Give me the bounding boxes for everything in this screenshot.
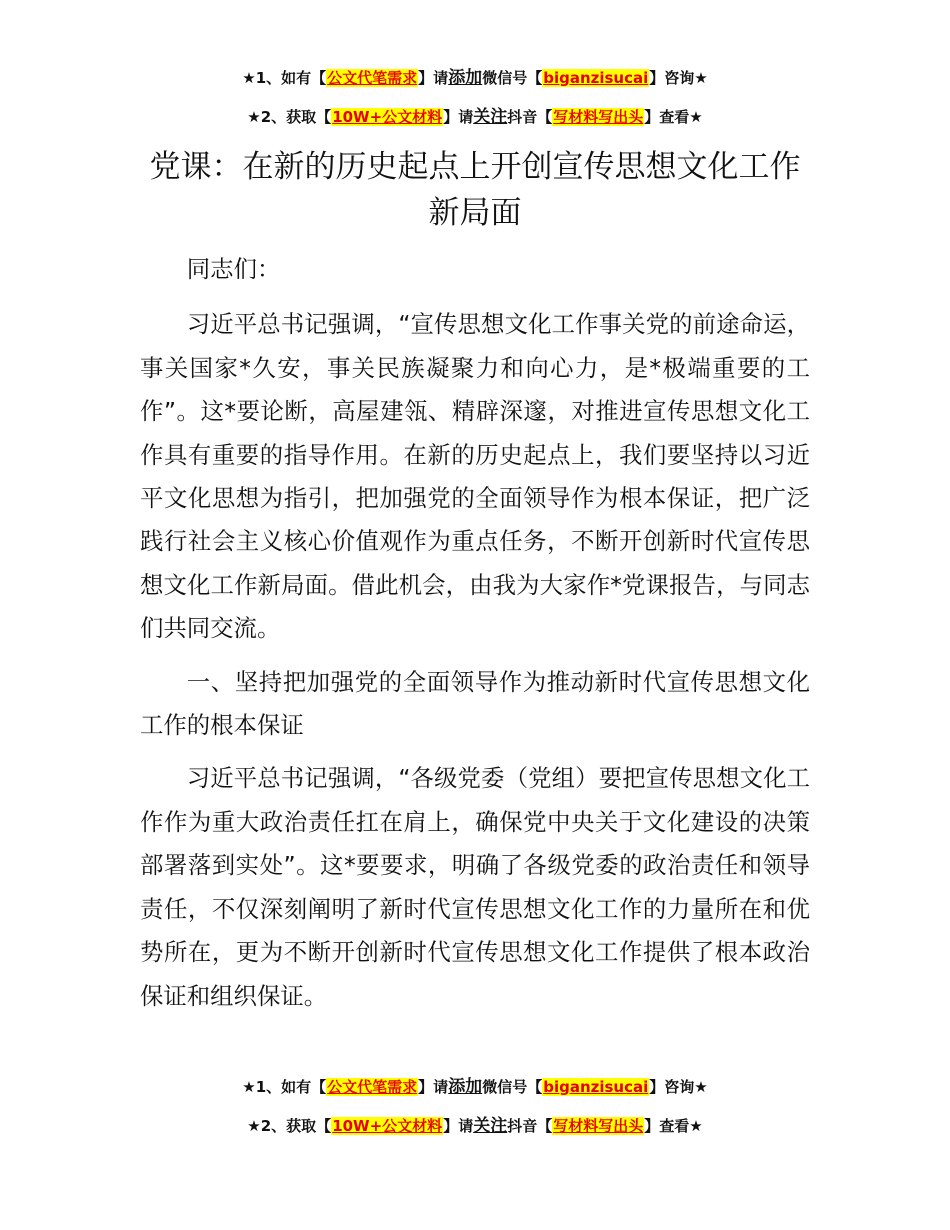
bottom-banner-line-2 (0, 1116, 950, 1136)
banner-suffix: 】查看★ (644, 1117, 703, 1135)
document-body (140, 248, 810, 1028)
highlight-tag-ghostwriting: 公文代笔需求 (327, 1078, 418, 1096)
banner-text: 微信号【 (482, 69, 543, 87)
emphasis-follow: 关注 (473, 107, 508, 127)
banner-text: 】请 (418, 69, 449, 87)
highlight-tag-ghostwriting: 公文代笔需求 (327, 69, 418, 87)
highlight-tag-douyin: 写材料写出头 (553, 1117, 644, 1135)
banner-text: 微信号【 (482, 1078, 543, 1096)
top-banner-line-1 (0, 68, 950, 88)
banner-suffix: 】咨询★ (649, 1078, 708, 1096)
paragraph-intro: 习近平总书记强调，“宣传思想文化工作事关党的前途命运，事关国家*久安，事关民族凝聚力和向心力，是*极端重要的工作”。这*要论断，高屋建瓴、精辟深邃，对推进宣传思想文化工作具有重要的指导作用。在新的历史起点上，我们要坚持以习近平文化思想为指引，把加强党的全面领导作为根本保证，把广泛践行社会主义核心价值观作为重点任务，不断开创新时代宣传思想文化工作新局面。借此机会，由我为大家作*党课报告，与同志们共同交流。 (140, 310, 810, 643)
banner-text: 抖音【 (507, 108, 553, 126)
banner-text: 】请 (443, 108, 474, 126)
emphasis-follow: 关注 (473, 1116, 508, 1136)
banner-prefix: ★1、如有【 (242, 69, 327, 87)
banner-suffix: 】查看★ (644, 108, 703, 126)
document-title: 党课：在新的历史起点上开创宣传思想文化工作新局面 (149, 149, 801, 231)
highlight-tag-materials: 10W+公文材料 (332, 1117, 443, 1135)
emphasis-add: 添加 (448, 68, 483, 88)
top-banner-line-2 (0, 107, 950, 127)
highlight-tag-wechat-id: biganzisucai (543, 69, 649, 87)
greeting: 同志们： (186, 255, 281, 283)
banner-prefix: ★2、获取【 (247, 108, 332, 126)
banner-prefix: ★1、如有【 (242, 1078, 327, 1096)
banner-text: 抖音【 (507, 1117, 553, 1135)
bottom-banner-line-1 (0, 1077, 950, 1097)
section-heading-1: 一、坚持把加强党的全面领导作为推动新时代宣传思想文化工作的根本保证 (140, 667, 810, 740)
banner-prefix: ★2、获取【 (247, 1117, 332, 1135)
banner-text: 】请 (418, 1078, 449, 1096)
emphasis-add: 添加 (448, 1077, 483, 1097)
paragraph-section-1: 习近平总书记强调，“各级党委（党组）要把宣传思想文化工作作为重大政治责任扛在肩上，确保党中央关于文化建设的决策部署落到实处”。这*要要求，明确了各级党委的政治责任和领导责任，不仅深刻阐明了新时代宣传思想文化工作的力量所在和优势所在，更为不断开创新时代宣传思想文化工作提供了根本政治保证和组织保证。 (140, 764, 810, 1010)
highlight-tag-douyin: 写材料写出头 (553, 108, 644, 126)
banner-suffix: 】咨询★ (649, 69, 708, 87)
highlight-tag-wechat-id: biganzisucai (543, 1078, 649, 1096)
banner-text: 】请 (443, 1117, 474, 1135)
highlight-tag-materials: 10W+公文材料 (332, 108, 443, 126)
